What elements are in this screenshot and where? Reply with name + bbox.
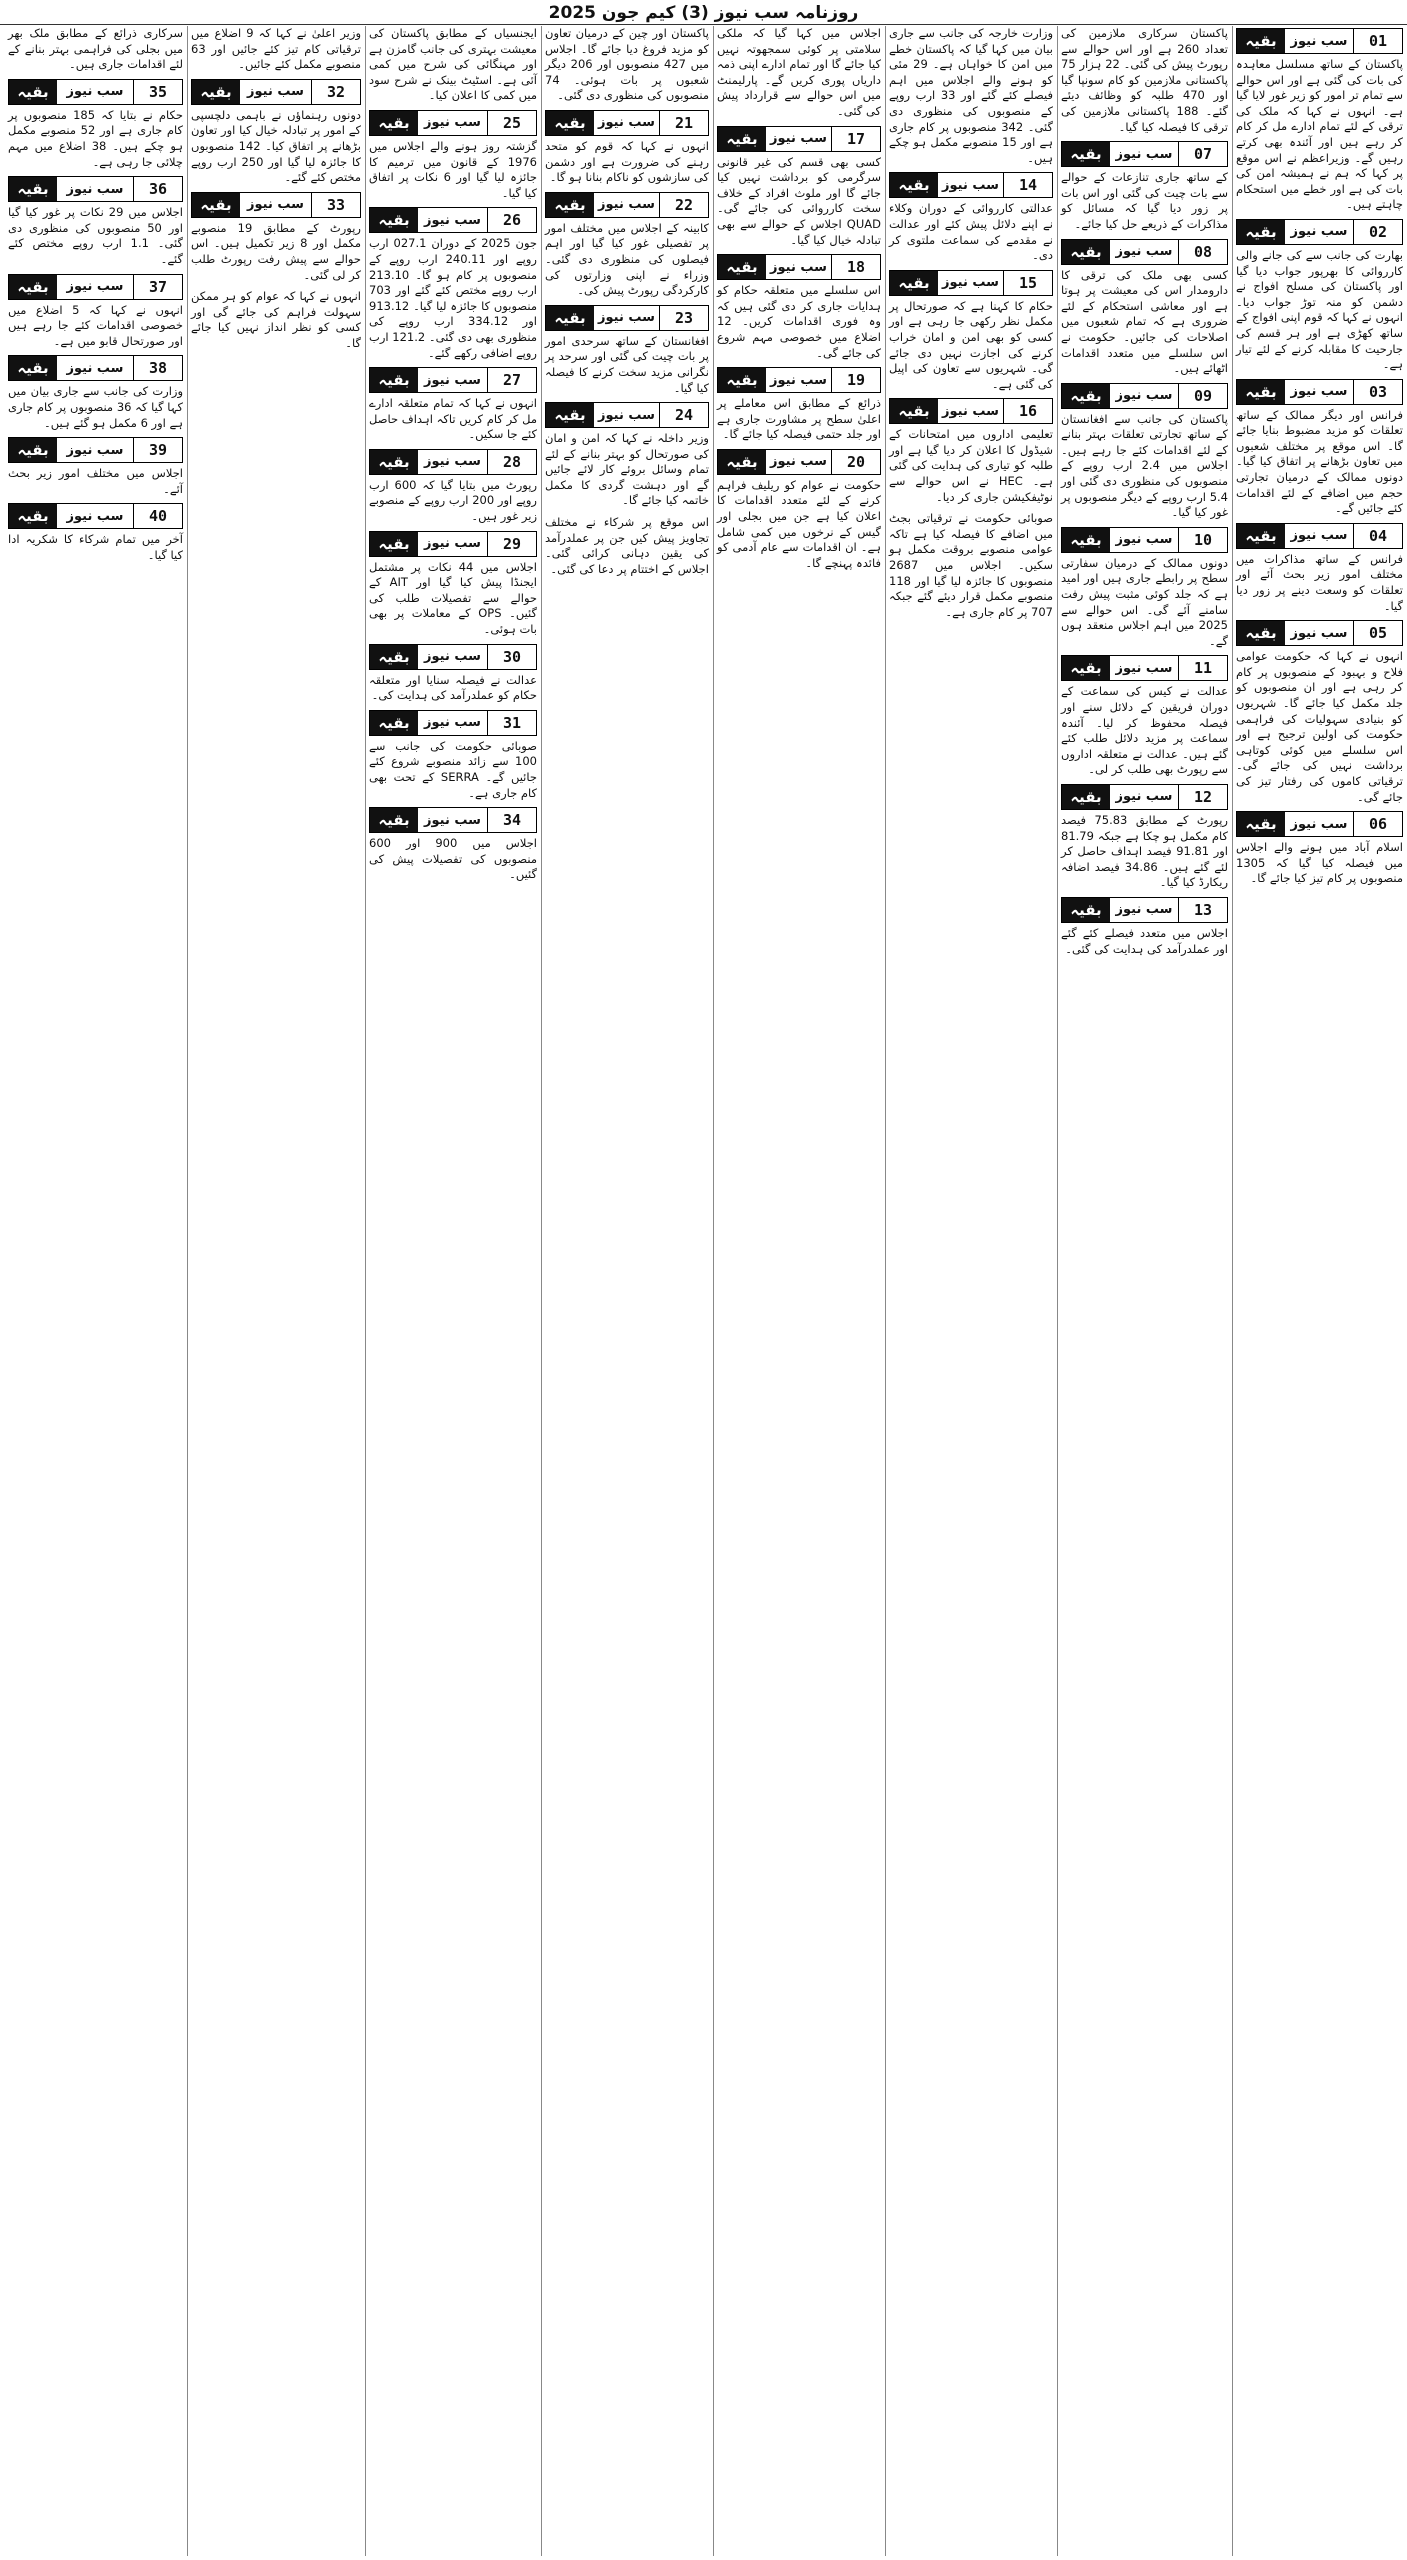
baqiya-label: بقیہ [370, 208, 418, 232]
baqiya-label: بقیہ [1062, 240, 1110, 264]
continuation-block [8, 503, 183, 563]
continuation-block [717, 449, 881, 572]
continuation-header [1236, 379, 1403, 405]
column-4 [713, 26, 885, 2556]
continuation-number: 17 [831, 127, 880, 151]
paper-name-label: سب نیوز [66, 181, 124, 197]
baqiya-label: بقیہ [1237, 380, 1285, 404]
continuation-header [717, 126, 881, 152]
paper-name-label: سب نیوز [942, 177, 999, 193]
baqiya-label: بقیہ [718, 255, 766, 279]
paper-name-label: سب نیوز [424, 715, 481, 731]
continuation-header [1236, 28, 1403, 54]
continuation-header [889, 270, 1053, 296]
baqiya-label: بقیہ [9, 80, 57, 104]
paper-name-label: سب نیوز [598, 197, 655, 213]
continuation-number: 32 [311, 80, 360, 104]
continuation-header [1061, 141, 1228, 167]
continuation-number: 18 [831, 255, 880, 279]
paper-name-label: سب نیوز [247, 197, 304, 213]
continuation-text: تعلیمی اداروں میں امتحانات کے شیڈول کا اعلان کر دیا گیا ہے اور طلبہ کو تیاری کی ہدایت کی گئی ہے۔ HEC نے اس حوالے سے نوٹیفکیشن جاری کر دیا۔ [889, 427, 1054, 504]
paper-name-label: سب نیوز [598, 407, 655, 423]
continuation-block [1236, 620, 1403, 805]
column-divider [365, 26, 366, 2556]
continuation-text: اجلاس میں 29 نکات پر غور کیا گیا اور 50 منصوبوں کی منظوری دی گئی۔ 1.1 ارب روپے مختص کئے گئے۔ [8, 205, 183, 266]
continuation-text: جون 2025 کے دوران 027.1 ارب روپے اور 240.11 ارب روپے کے منصوبوں پر کام ہو گا۔ 213.10 ارب روپے مختص کئے گئے اور 703 منصوبوں کا جائزہ لیا گیا۔ 913.12 اور 334.12 ارب روپے کی منظوری بھی دی گئی۔ 121.2 ارب روپے اضافی رکھے گئے۔ [369, 236, 537, 360]
paper-name-label: سب نیوز [424, 536, 481, 552]
baqiya-label: بقیہ [890, 173, 938, 197]
continuation-block [1061, 141, 1228, 232]
continuation-block [369, 207, 537, 361]
continuation-header [191, 192, 361, 218]
continuation-text: حکام نے بتایا کہ 185 منصوبوں پر کام جاری ہے اور 52 منصوبے مکمل ہو چکے ہیں۔ 38 اضلاع میں مہم چلائی جا رہی ہے۔ [8, 107, 183, 169]
continuation-text: آخر میں تمام شرکاء کا شکریہ ادا کیا گیا۔ [8, 532, 183, 562]
continuation-block [545, 515, 709, 577]
baqiya-label: بقیہ [890, 399, 938, 423]
continuation-header [1061, 655, 1228, 681]
continuation-number: 38 [133, 356, 182, 380]
paper-name-label: سب نیوز [1290, 528, 1348, 544]
continuation-header [545, 192, 709, 218]
paper-name-label: سب نیوز [1115, 902, 1173, 918]
baqiya-label: بقیہ [370, 111, 418, 135]
continuation-number: 12 [1178, 785, 1227, 809]
paper-name-label: سب نیوز [1115, 789, 1173, 805]
continuation-text: ایجنسیاں کے مطابق پاکستان کی معیشت بہتری کی جانب گامزن ہے اور مہنگائی کی شرح میں کمی آئی ہے۔ اسٹیٹ بینک نے شرح سود میں کمی کا اعلان کیا۔ [369, 26, 537, 103]
continuation-text: وزارت خارجہ کی جانب سے جاری بیان میں کہا گیا کہ پاکستان خطے میں امن کا خواہاں ہے۔ 29 مئی کو ہونے والے اجلاس میں اہم فیصلے کئے گئے اور 33 ارب روپے کے منصوبوں کی منظوری دی گئی۔ 342 منصوبوں پر کام جاری ہے اور 15 منصوبے مکمل ہو چکے ہیں۔ [889, 26, 1053, 165]
continuation-text: اسلام آباد میں ہونے والے اجلاس میں فیصلہ کیا گیا کہ 1305 منصوبوں پر کام تیز کیا جائے گا۔ [1236, 840, 1403, 886]
continuation-header [1236, 219, 1403, 245]
continuation-text: اس موقع پر شرکاء نے مختلف تجاویز پیش کیں جن پر عملدرآمد کی یقین دہانی کرائی گئی۔ اجلاس کے اختتام پر دعا کی گئی۔ [545, 515, 709, 576]
baqiya-label: بقیہ [1237, 220, 1285, 244]
continuation-text: کسی بھی ملک کی ترقی کا دارومدار اس کی معیشت پر ہوتا ہے اور معاشی استحکام کے لئے ضروری ہے کہ تمام شعبوں میں اصلاحات کی جائیں۔ حکومت نے اس سلسلے میں متعدد اقدامات اٹھائے ہیں۔ [1061, 267, 1228, 376]
continuation-block [889, 26, 1053, 166]
continuation-header [8, 503, 183, 529]
continuation-header [1236, 523, 1403, 549]
continuation-number: 03 [1353, 380, 1402, 404]
column-divider [1057, 26, 1058, 2556]
continuation-text: انہوں نے کہا کہ عوام کو ہر ممکن سہولت فراہم کی جائے گی اور کسی کو نظر انداز نہیں کیا جائے گا۔ [191, 289, 361, 350]
continuation-text: اجلاس میں 900 اور 600 منصوبوں کی تفصیلات پیش کی گئیں۔ [369, 836, 537, 882]
continuation-text: وزیر اعلیٰ نے کہا کہ 9 اضلاع میں ترقیاتی کام تیز کئے جائیں اور 63 منصوبے مکمل کئے جائیں۔ [191, 26, 361, 72]
continuation-block [191, 289, 361, 351]
baqiya-label: بقیہ [890, 271, 938, 295]
continuation-block [545, 26, 709, 104]
continuation-block [369, 531, 537, 638]
baqiya-label: بقیہ [192, 80, 240, 104]
continuation-text: پاکستان اور چین کے درمیان تعاون کو مزید فروغ دیا جائے گا۔ اجلاس میں 427 منصوبوں اور 206 دیگر شعبوں پر بات ہوئی۔ 74 منصوبوں کی منظوری دی گئی۔ [545, 26, 709, 103]
masthead-title: روزنامہ سب نیوز (3) کیم جون 2025 [548, 2, 859, 23]
column-divider [187, 26, 188, 2556]
continuation-block [889, 511, 1053, 620]
column-divider [1232, 26, 1233, 2556]
continuation-header [1236, 811, 1403, 837]
continuation-block [1236, 28, 1403, 213]
continuation-text: عدالتی کارروائی کے دوران وکلاء نے اپنے دلائل پیش کئے اور عدالت نے مقدمے کی سماعت ملتوی کر دی۔ [889, 201, 1053, 263]
paper-name-label: سب نیوز [1290, 625, 1348, 641]
continuation-header [545, 110, 709, 136]
baqiya-label: بقیہ [370, 645, 418, 669]
paper-name-label: سب نیوز [424, 372, 481, 388]
continuation-text: اجلاس میں متعدد فیصلے کئے گئے اور عملدرآمد کی ہدایت کی گئی۔ [1061, 925, 1228, 956]
continuation-number: 08 [1178, 240, 1227, 264]
continuation-block [889, 398, 1053, 505]
paper-name-label: سب نیوز [424, 812, 481, 828]
continuation-block [369, 26, 537, 104]
continuation-header [1236, 620, 1403, 646]
continuation-block [1061, 897, 1228, 957]
continuation-header [8, 176, 183, 202]
continuation-text: صوبائی حکومت کی جانب سے 100 سے زائد منصوبے شروع کئے جائیں گے۔ SERRA کے تحت بھی کام جاری ہے۔ [369, 738, 537, 800]
baqiya-label: بقیہ [370, 711, 418, 735]
paper-name-label: سب نیوز [942, 275, 999, 291]
continuation-header [369, 710, 537, 736]
continuation-header [545, 305, 709, 331]
paper-name-label: سب نیوز [1115, 146, 1173, 162]
paper-name-label: سب نیوز [66, 360, 124, 376]
continuation-block [1236, 219, 1403, 373]
continuation-header [369, 644, 537, 670]
continuation-block [1236, 811, 1403, 887]
continuation-text: اجلاس میں 44 نکات پر مشتمل ایجنڈا پیش کیا گیا اور AIT کے حوالے سے تفصیلات طلب کی گئیں۔ OPS کے معاملات پر بھی بات ہوئی۔ [369, 559, 537, 637]
paper-name-label: سب نیوز [770, 259, 827, 275]
continuation-number: 11 [1178, 656, 1227, 680]
column-5 [541, 26, 713, 2556]
continuation-block [1061, 239, 1228, 377]
continuation-text: اجلاس میں کہا گیا کہ ملکی سلامتی پر کوئی سمجھوتہ نہیں کیا جائے گا اور تمام ادارے اپنی ذمہ داریاں پوری کریں گے۔ پارلیمنٹ میں اس حوالے سے قرارداد پیش کی گئی۔ [717, 26, 881, 118]
continuation-number: 30 [487, 645, 536, 669]
baqiya-label: بقیہ [1062, 142, 1110, 166]
continuation-text: دونوں ممالک کے درمیان سفارتی سطح پر رابطے جاری ہیں اور امید ہے کہ جلد کوئی مثبت پیش رفت سامنے آئے گی۔ اس حوالے سے 2025 میں اہم اجلاس منعقد ہوں گے۔ [1061, 555, 1228, 648]
column-8 [4, 26, 187, 2556]
continuation-block [369, 367, 537, 443]
continuation-number: 19 [831, 368, 880, 392]
continuation-block [8, 355, 183, 431]
column-7 [187, 26, 365, 2556]
continuation-header [8, 355, 183, 381]
paper-name-label: سب نیوز [1115, 660, 1173, 676]
continuation-block [191, 26, 361, 73]
continuation-block [1061, 784, 1228, 891]
continuation-header [8, 274, 183, 300]
continuation-text: بھارت کی جانب سے کی جانے والی کارروائی کا بھرپور جواب دیا گیا اور پاکستان کی مسلح افواج نے دشمن کو منہ توڑ جواب دیا۔ انہوں نے کہا کہ قوم اپنی افواج کے ساتھ کھڑی ہے اور ہر قسم کی جارحیت کا مقابلہ کرنے کے لئے تیار ہے۔ [1236, 247, 1403, 372]
continuation-text: انہوں نے کہا کہ تمام متعلقہ ادارے مل کر کام کریں تاکہ اہداف حاصل کئے جا سکیں۔ [369, 396, 537, 442]
continuation-block [8, 176, 183, 267]
continuation-text: پاکستان سرکاری ملازمین کی تعداد 260 ہے اور اس حوالے سے رپورٹ پیش کی گئی۔ 22 ہزار 75 پاکستانی ملازمین کو کام سونپا گیا اور 470 طلبہ کو وظائف دیئے گئے۔ 188 پاکستانی ملازمین کی ترقی کا فیصلہ کیا گیا۔ [1061, 26, 1229, 134]
continuation-block [717, 254, 881, 361]
continuation-header [1061, 897, 1228, 923]
continuation-number: 25 [487, 111, 536, 135]
column-2 [1057, 26, 1232, 2556]
continuation-text: فرانس اور دیگر ممالک کے ساتھ تعلقات کو مزید مضبوط بنایا جائے گا۔ اس موقع پر مختلف شعبوں میں تعاون بڑھانے پر اتفاق کیا گیا۔ دونوں ممالک کے درمیان تجارتی حجم میں اضافے کے لئے اقدامات کئے جائیں گے۔ [1236, 407, 1403, 516]
column-3 [885, 26, 1057, 2556]
continuation-number: 37 [133, 275, 182, 299]
continuation-block [889, 172, 1053, 263]
continuation-header [1061, 239, 1228, 265]
paper-name-label: سب نیوز [66, 84, 124, 100]
continuation-text: اس سلسلے میں متعلقہ حکام کو ہدایات جاری کر دی گئی ہیں کہ وہ فوری اقدامات کریں۔ 12 اضلاع میں خصوصی مہم شروع کی جائے گی۔ [717, 283, 881, 360]
continuation-block [545, 305, 709, 396]
continuation-text: حکام کا کہنا ہے کہ صورتحال پر مکمل نظر رکھی جا رہی ہے اور کسی کو بھی امن و امان خراب کرنے کی اجازت نہیں دی جائے گی۔ شہریوں سے تعاون کی اپیل کی گئی ہے۔ [889, 298, 1053, 391]
continuation-header [717, 367, 881, 393]
continuation-text: پاکستان کے ساتھ مسلسل معاہدہ کی بات کی گئی ہے اور اس حوالے سے تمام تر امور کو زیر غور لایا گیا ہے۔ انہوں نے کہا کہ ملک کی ترقی کے لئے تمام ادارے مل کر کام کر رہے ہیں اور آئندہ بھی کرتے رہیں گے۔ وزیراعظم نے اس موقع پر کہا کہ ہم نے ہمیشہ امن کی بات کی ہے اور خطے میں استحکام چاہتے ہیں۔ [1236, 57, 1403, 212]
continuation-header [191, 79, 361, 105]
continuation-header [369, 110, 537, 136]
continuation-number: 07 [1178, 142, 1227, 166]
baqiya-label: بقیہ [9, 356, 57, 380]
masthead [0, 0, 1407, 25]
paper-name-label: سب نیوز [598, 310, 655, 326]
continuation-text: کسی بھی قسم کی غیر قانونی سرگرمی کو برداشت نہیں کیا جائے گا اور ملوث افراد کے خلاف سخت کارروائی کی جائے گی۔ QUAD اجلاس کے حوالے سے بھی تبادلہ خیال کیا گیا۔ [717, 154, 881, 247]
continuation-block [8, 26, 183, 73]
continuation-number: 10 [1178, 528, 1227, 552]
continuation-number: 06 [1353, 812, 1402, 836]
baqiya-label: بقیہ [9, 504, 57, 528]
baqiya-label: بقیہ [370, 450, 418, 474]
continuation-number: 27 [487, 368, 536, 392]
continuation-text: صوبائی حکومت نے ترقیاتی بجٹ میں اضافے کا فیصلہ کیا ہے تاکہ عوامی منصوبے بروقت مکمل ہو سکیں۔ اجلاس میں 2687 منصوبوں کا جائزہ لیا گیا اور 118 منصوبے مکمل قرار دیئے گئے جبکہ 707 پر کام جاری ہے۔ [889, 511, 1053, 619]
continuation-number: 16 [1003, 399, 1052, 423]
continuation-header [369, 449, 537, 475]
continuation-block [717, 126, 881, 249]
continuation-block [1236, 379, 1403, 517]
continuation-header [369, 367, 537, 393]
paper-name-label: سب نیوز [770, 372, 827, 388]
baqiya-label: بقیہ [718, 127, 766, 151]
continuation-number: 15 [1003, 271, 1052, 295]
baqiya-label: بقیہ [1237, 29, 1285, 53]
baqiya-label: بقیہ [192, 193, 240, 217]
baqiya-label: بقیہ [9, 177, 57, 201]
continuation-number: 33 [311, 193, 360, 217]
continuation-block [369, 807, 537, 883]
baqiya-label: بقیہ [1237, 621, 1285, 645]
baqiya-label: بقیہ [9, 438, 57, 462]
continuation-block [369, 110, 537, 201]
continuation-text: اجلاس میں مختلف امور زیر بحث آئے۔ [8, 466, 183, 496]
column-divider [541, 26, 542, 2556]
column-divider [885, 26, 886, 2556]
continuation-number: 31 [487, 711, 536, 735]
paper-name-label: سب نیوز [247, 84, 304, 100]
continuation-number: 34 [487, 808, 536, 832]
continuation-block [1061, 655, 1228, 778]
baqiya-label: بقیہ [546, 193, 594, 217]
paper-name-label: سب نیوز [598, 115, 655, 131]
continuation-text: فرانس کے ساتھ مذاکرات میں مختلف امور زیر بحث آئے اور تعلقات کو وسعت دینے پر زور دیا گیا۔ [1236, 551, 1403, 613]
continuation-header [1061, 383, 1228, 409]
continuation-block [545, 192, 709, 299]
continuation-block [717, 367, 881, 443]
continuation-text: رپورٹ کے مطابق 19 منصوبے مکمل اور 8 زیر تکمیل ہیں۔ اس حوالے سے پیش رفت رپورٹ طلب کر لی گئی۔ [191, 220, 361, 282]
continuation-header [1061, 784, 1228, 810]
continuation-block [369, 644, 537, 704]
paper-name-label: سب نیوز [1115, 388, 1173, 404]
baqiya-label: بقیہ [1062, 898, 1110, 922]
continuation-block [191, 79, 361, 186]
continuation-number: 01 [1353, 29, 1402, 53]
continuation-text: سرکاری ذرائع کے مطابق ملک بھر میں بجلی کی فراہمی بہتر بنانے کے لئے اقدامات جاری ہیں۔ [8, 26, 183, 72]
baqiya-label: بقیہ [1062, 384, 1110, 408]
continuation-text: حکومت نے عوام کو ریلیف فراہم کرنے کے لئے متعدد اقدامات کا اعلان کیا ہے جن میں بجلی اور گیس کے نرخوں میں کمی شامل ہے۔ ان اقدامات سے عام آدمی کو فائدہ پہنچے گا۔ [717, 477, 881, 570]
continuation-number: 13 [1178, 898, 1227, 922]
baqiya-label: بقیہ [370, 808, 418, 832]
continuation-text: انہوں نے کہا کہ حکومت عوامی فلاح و بہبود کے منصوبوں پر کام کر رہی ہے اور ان منصوبوں کو جلد مکمل کیا جائے گا۔ شہریوں کو بنیادی سہولیات کی فراہمی حکومت کی اولین ترجیح ہے اور اس سلسلے میں کوئی کوتاہی برداشت نہیں کی جائے گی۔ ترقیاتی کاموں کی رفتار تیز کی جائے گی۔ [1236, 649, 1403, 804]
continuation-number: 26 [487, 208, 536, 232]
continuation-block [545, 402, 709, 509]
paper-name-label: سب نیوز [1290, 384, 1348, 400]
continuation-number: 40 [133, 504, 182, 528]
paper-name-label: سب نیوز [1290, 816, 1348, 832]
continuation-block [8, 79, 183, 170]
baqiya-label: بقیہ [546, 306, 594, 330]
baqiya-label: بقیہ [9, 275, 57, 299]
continuation-header [8, 437, 183, 463]
continuation-block [1236, 523, 1403, 614]
baqiya-label: بقیہ [370, 368, 418, 392]
continuation-text: افغانستان کے ساتھ سرحدی امور پر بات چیت کی گئی اور سرحد پر نگرانی مزید سخت کرنے کا فیصلہ کیا گیا۔ [545, 333, 709, 395]
continuation-text: ذرائع کے مطابق اس معاملے پر اعلیٰ سطح پر مشاورت جاری ہے اور جلد حتمی فیصلہ کیا جائے گا۔ [717, 396, 881, 442]
continuation-block [8, 274, 183, 350]
baqiya-label: بقیہ [546, 111, 594, 135]
continuation-text: دونوں رہنماؤں نے باہمی دلچسپی کے امور پر تبادلہ خیال کیا اور تعاون بڑھانے پر اتفاق کیا۔ 142 منصوبوں کا جائزہ لیا گیا اور 250 ارب روپے مختص کئے گئے۔ [191, 107, 362, 185]
continuation-block [545, 110, 709, 186]
continuation-number: 20 [831, 450, 880, 474]
continuation-header [717, 254, 881, 280]
paper-name-label: سب نیوز [424, 649, 481, 665]
continuation-block [717, 26, 881, 120]
continuation-number: 23 [659, 306, 708, 330]
paper-name-label: سب نیوز [770, 131, 827, 147]
continuation-block [889, 270, 1053, 393]
continuation-header [1061, 527, 1228, 553]
continuation-number: 02 [1353, 220, 1402, 244]
continuation-text: پاکستان کی جانب سے افغانستان کے ساتھ تجارتی تعلقات بہتر بنانے کے لئے اقدامات کئے جا رہے ہیں۔ اجلاس میں 2.4 ارب روپے کے منصوبوں کی منظوری دی گئی اور 5.4 ارب روپے کے دیگر منصوبوں پر غور کیا گیا۔ [1061, 411, 1228, 520]
continuation-number: 35 [133, 80, 182, 104]
continuation-number: 09 [1178, 384, 1227, 408]
baqiya-label: بقیہ [546, 403, 594, 427]
paper-name-label: سب نیوز [1115, 244, 1173, 260]
continuation-text: کابینہ کے اجلاس میں مختلف امور پر تفصیلی غور کیا گیا اور اہم فیصلوں کی منظوری دی گئی۔ وزراء نے اپنی وزارتوں کی کارکردگی رپورٹ پیش کی۔ [545, 220, 709, 298]
continuation-number: 24 [659, 403, 708, 427]
paper-name-label: سب نیوز [770, 454, 827, 470]
continuation-text: وزیر داخلہ نے کہا کہ امن و امان کی صورتحال کو بہتر بنانے کے لئے تمام وسائل بروئے کار لائے جائیں گے اور دہشت گردی کا مکمل خاتمہ کیا جائے گا۔ [545, 431, 709, 508]
continuation-header [369, 531, 537, 557]
continuation-header [889, 398, 1053, 424]
paper-name-label: سب نیوز [66, 279, 124, 295]
paper-name-label: سب نیوز [424, 454, 481, 470]
continuation-number: 05 [1353, 621, 1402, 645]
continuation-block [1061, 26, 1228, 135]
paper-name-label: سب نیوز [942, 403, 999, 419]
baqiya-label: بقیہ [370, 532, 418, 556]
continuation-header [889, 172, 1053, 198]
continuation-header [369, 807, 537, 833]
continuation-text: رپورٹ میں بتایا گیا کہ 600 ارب روپے اور 200 ارب روپے کے منصوبے زیر غور ہیں۔ [369, 477, 538, 524]
continuation-text: عدالت نے کیس کی سماعت کے دوران فریقین کے دلائل سنے اور فیصلہ محفوظ کر لیا۔ آئندہ سماعت پر مزید دلائل طلب کئے گئے ہیں۔ عدالت نے متعلقہ اداروں سے رپورٹ بھی طلب کر لی۔ [1061, 684, 1228, 777]
column-divider [713, 26, 714, 2556]
paper-name-label: سب نیوز [66, 508, 124, 524]
continuation-number: 39 [133, 438, 182, 462]
continuation-block [369, 449, 537, 525]
continuation-block [369, 710, 537, 801]
continuation-text: وزارت کی جانب سے جاری بیان میں کہا گیا کہ 36 منصوبوں پر کام جاری ہے اور 6 مکمل ہو گئے ہیں۔ [8, 384, 183, 430]
column-1 [1232, 26, 1407, 2556]
baqiya-label: بقیہ [1237, 524, 1285, 548]
baqiya-label: بقیہ [1237, 812, 1285, 836]
continuation-text: عدالت نے فیصلہ سنایا اور متعلقہ حکام کو عملدرآمد کی ہدایت کی۔ [369, 672, 537, 703]
paper-name-label: سب نیوز [1115, 532, 1173, 548]
paper-name-label: سب نیوز [424, 212, 481, 228]
column-6 [365, 26, 541, 2556]
continuation-number: 28 [487, 450, 536, 474]
paper-name-label: سب نیوز [66, 442, 124, 458]
continuation-block [8, 437, 183, 497]
continuation-text: انہوں نے کہا کہ 5 اضلاع میں خصوصی اقدامات کئے جا رہے ہیں اور صورتحال قابو میں ہے۔ [8, 302, 183, 348]
continuation-number: 36 [133, 177, 182, 201]
continuation-header [8, 79, 183, 105]
paper-name-label: سب نیوز [1290, 224, 1348, 240]
baqiya-label: بقیہ [1062, 785, 1110, 809]
baqiya-label: بقیہ [718, 368, 766, 392]
continuation-number: 21 [659, 111, 708, 135]
continuation-block [1061, 383, 1228, 521]
paper-name-label: سب نیوز [424, 115, 481, 131]
continuation-block [191, 192, 361, 283]
baqiya-label: بقیہ [718, 450, 766, 474]
continuation-number: 29 [487, 532, 536, 556]
continuation-text: کے ساتھ جاری تنازعات کے حوالے سے بات چیت کی گئی اور اس بات پر زور دیا گیا کہ مسائل کو مذاکرات کے ذریعے حل کیا جائے۔ [1061, 170, 1228, 231]
continuation-header [369, 207, 537, 233]
continuation-header [545, 402, 709, 428]
continuation-number: 04 [1353, 524, 1402, 548]
baqiya-label: بقیہ [1062, 656, 1110, 680]
continuation-text: انہوں نے کہا کہ قوم کو متحد رہنے کی ضرورت ہے اور دشمن کی سازشوں کو ناکام بنانا ہو گا۔ [545, 138, 709, 185]
continuation-number: 22 [659, 193, 708, 217]
continuation-text: گزشتہ روز ہونے والے اجلاس میں 1976 کے قانون میں ترمیم کا جائزہ لیا گیا اور 6 نکات پر اتفاق کیا گیا۔ [369, 138, 537, 200]
continuation-header [717, 449, 881, 475]
continuation-text: رپورٹ کے مطابق 75.83 فیصد کام مکمل ہو چکا ہے جبکہ 81.79 اور 91.81 فیصد اہداف حاصل کر لئے گئے ہیں۔ 34.86 فیصد اضافہ ریکارڈ کیا گیا۔ [1061, 812, 1228, 890]
continuation-block [1061, 527, 1228, 650]
continuation-number: 14 [1003, 173, 1052, 197]
paper-name-label: سب نیوز [1290, 33, 1348, 49]
baqiya-label: بقیہ [1062, 528, 1110, 552]
